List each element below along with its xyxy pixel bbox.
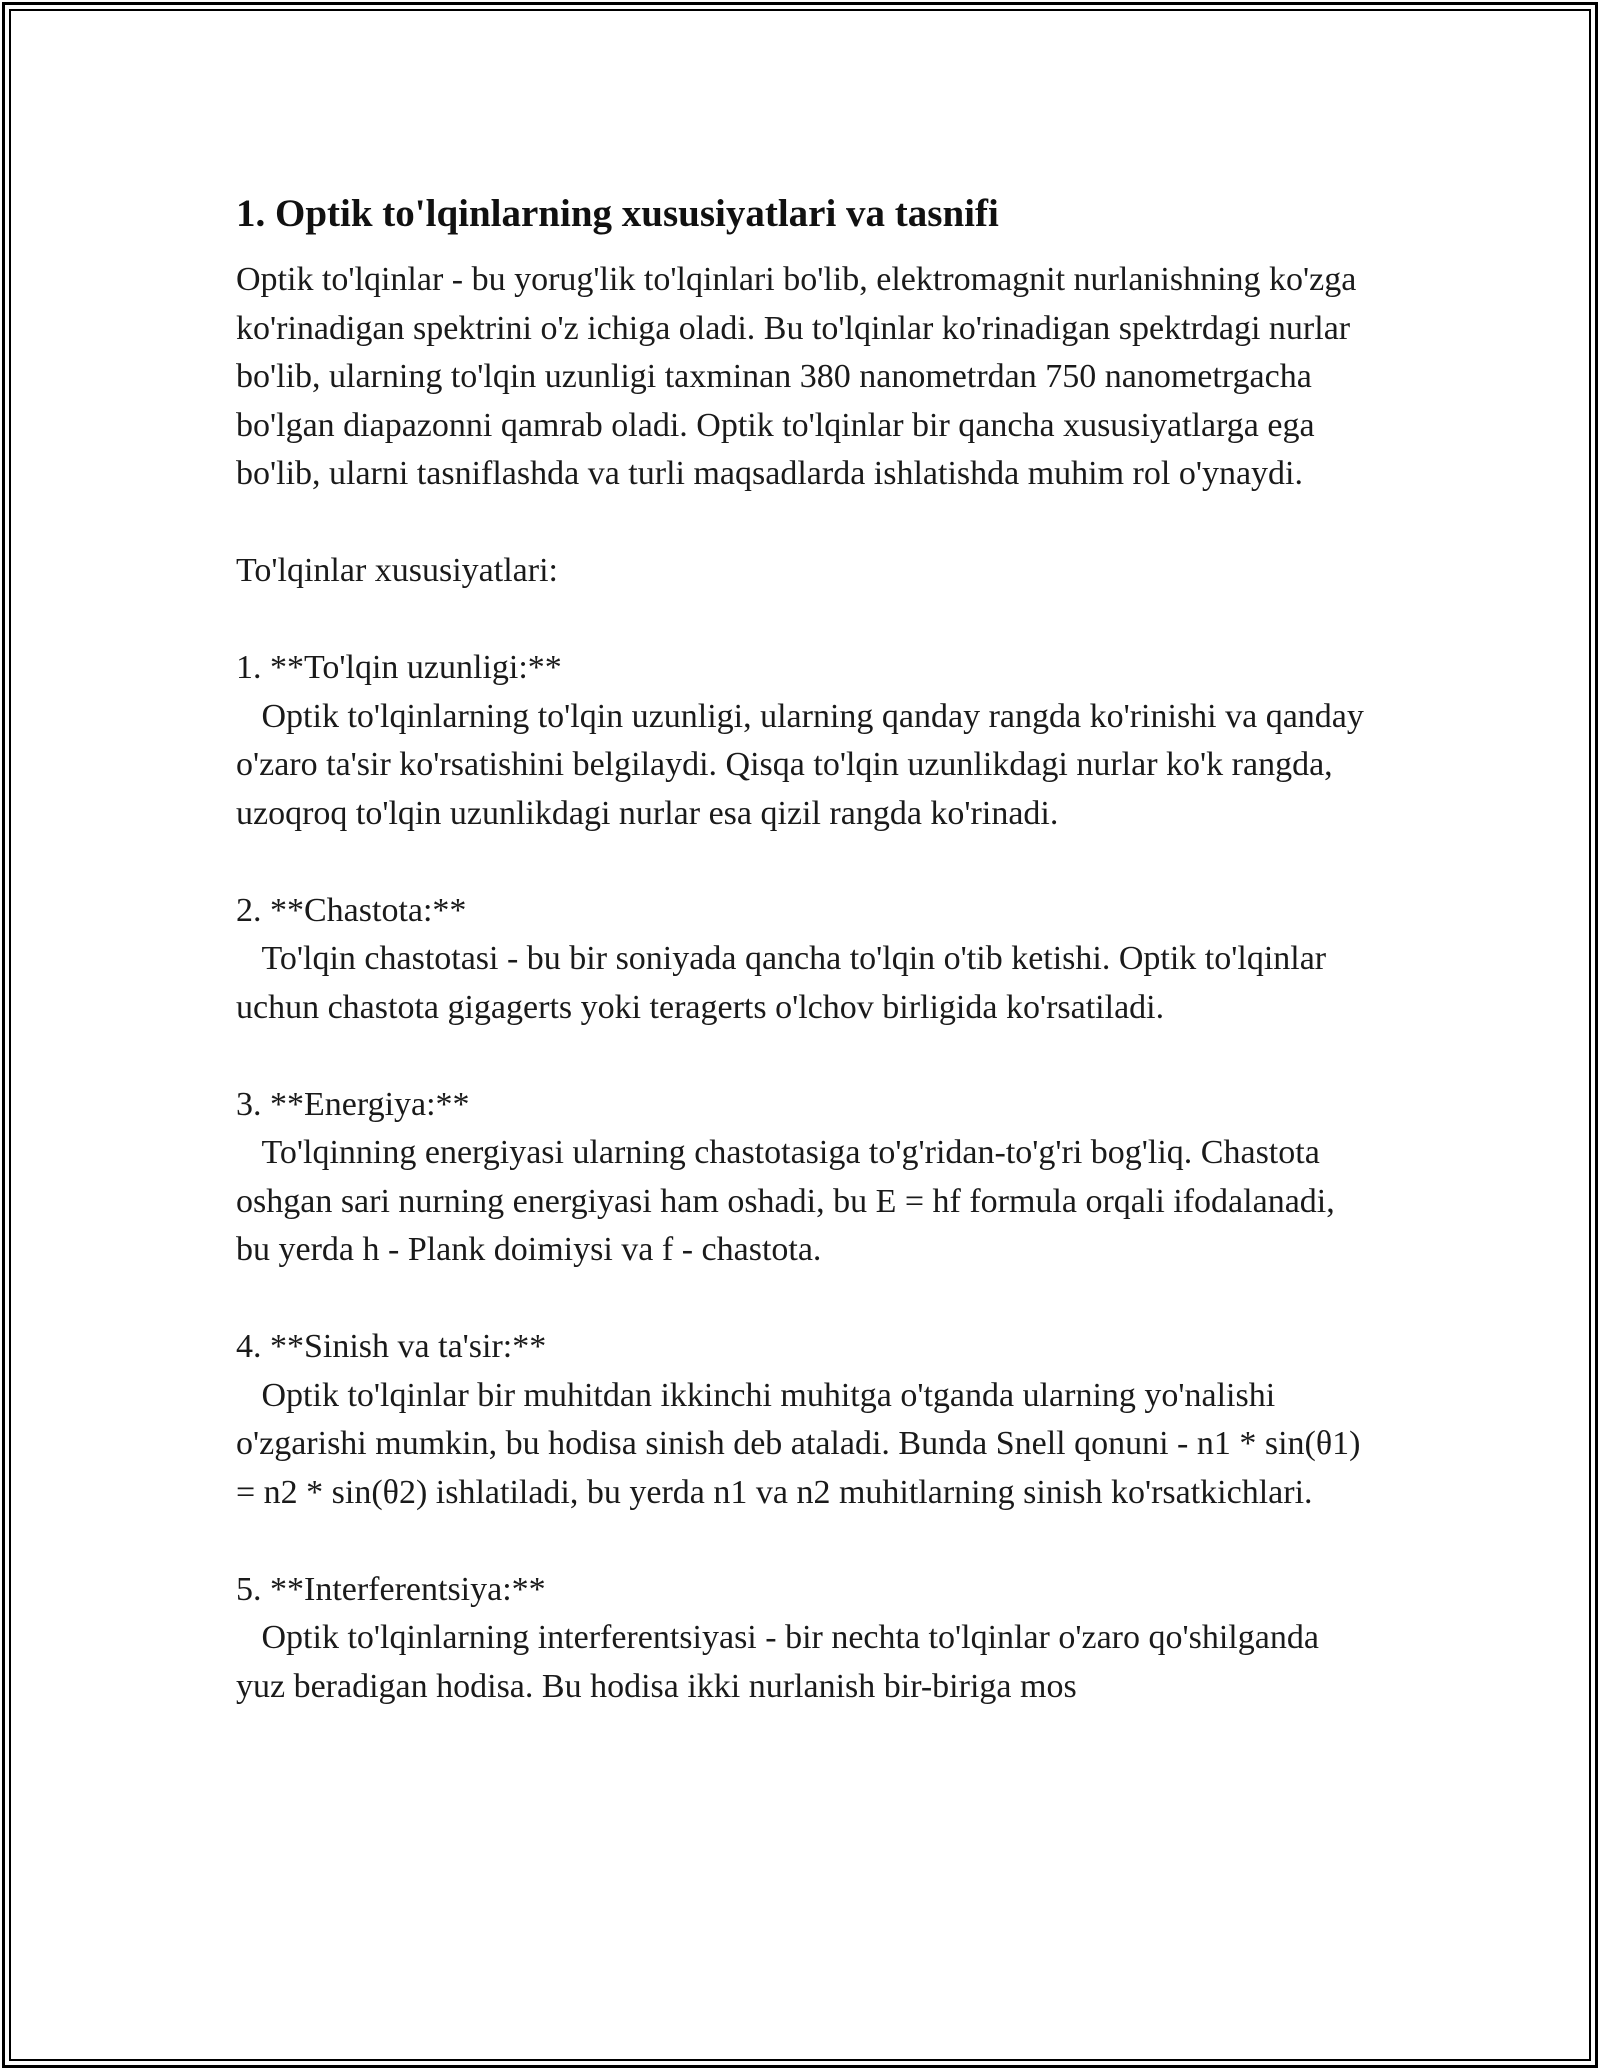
list-item-title: 5. **Interferentsiya:**: [236, 1570, 546, 1608]
spacer: [236, 499, 1376, 548]
list-item-body: Optik to'lqinlarning to'lqin uzunligi, ularning qanday rangda ko'rinishi va qanday o'zaro ta'sir ko'rsatishini belgilaydi. Qisqa to'lqin uzunlikdagi nurlar ko'k rangda, uzoqroq to'lqin uzunlikdagi nurlar esa qizil rangda ko'rinadi.: [236, 697, 1373, 832]
list-item-title: 4. **Sinish va ta'sir:**: [236, 1328, 547, 1365]
list-item-title: 1. **To'lqin uzunligi:**: [236, 649, 562, 686]
list-item-body: To'lqinning energiyasi ularning chastotasiga to'g'ridan-to'g'ri bog'liq. Chastota oshgan sari nurning energiyasi ham oshadi, bu E = hf formula orqali ifodalanadi, bu yerda h - Plank doimiysi va f - chastota.: [236, 1134, 1344, 1268]
spacer: [236, 1517, 1376, 1566]
spacer: [236, 1032, 1376, 1081]
list-item-title: 2. **Chastota:**: [236, 891, 467, 929]
list-item: [236, 644, 1376, 838]
list-item-body: Optik to'lqinlar bir muhitdan ikkinchi muhitga o'tganda ularning yo'nalishi o'zgarishi mumkin, bu hodisa sinish deb ataladi. Bunda Snell qonuni - n1 * sin(θ1) = n2 * sin(θ2) ishlatiladi, bu yerda n1 va n2 muhitlarning sinish ko'rsatkichlari.: [236, 1376, 1369, 1511]
list-item: [236, 887, 1376, 1033]
list-item: [236, 1323, 1376, 1517]
list-item: [236, 1566, 1376, 1712]
intro-paragraph: Optik to'lqinlar - bu yorug'lik to'lqinlari bo'lib, elektromagnit nurlanishning ko'zga ko'rinadigan spektrini o'z ichiga oladi. Bu to'lqinlar ko'rinadigan spektrdagi nurlar bo'lib, ularning to'lqin uzunligi taxminan 380 nanometrdan 750 nanometrgacha bo'lgan diapazonni qamrab oladi. Optik to'lqinlar bir qancha xususiyatlarga ega bo'lib, ularni tasniflashda va turli maqsadlarda ishlatishda muhim rol o'ynaydi.: [236, 261, 1357, 492]
list-item: [236, 1081, 1376, 1275]
document-title: 1. Optik to'lqinlarning xususiyatlari va tasnifi: [236, 192, 999, 235]
list-item-body: To'lqin chastotasi - bu bir soniyada qancha to'lqin o'tib ketishi. Optik to'lqinlar uchun chastota gigagerts yoki teragerts o'lchov birligida ko'rsatiladi.: [236, 940, 1335, 1026]
spacer: [236, 1275, 1376, 1324]
spacer: [236, 838, 1376, 887]
document-body: [236, 188, 1376, 1711]
section-heading: To'lqinlar xususiyatlari:: [236, 552, 558, 589]
list-item-title: 3. **Energiya:**: [236, 1085, 470, 1123]
spacer: [236, 596, 1376, 645]
list-item-body: Optik to'lqinlarning interferentsiyasi - bir nechta to'lqinlar o'zaro qo'shilganda yuz beradigan hodisa. Bu hodisa ikki nurlanish bir-biriga mos: [236, 1619, 1328, 1705]
